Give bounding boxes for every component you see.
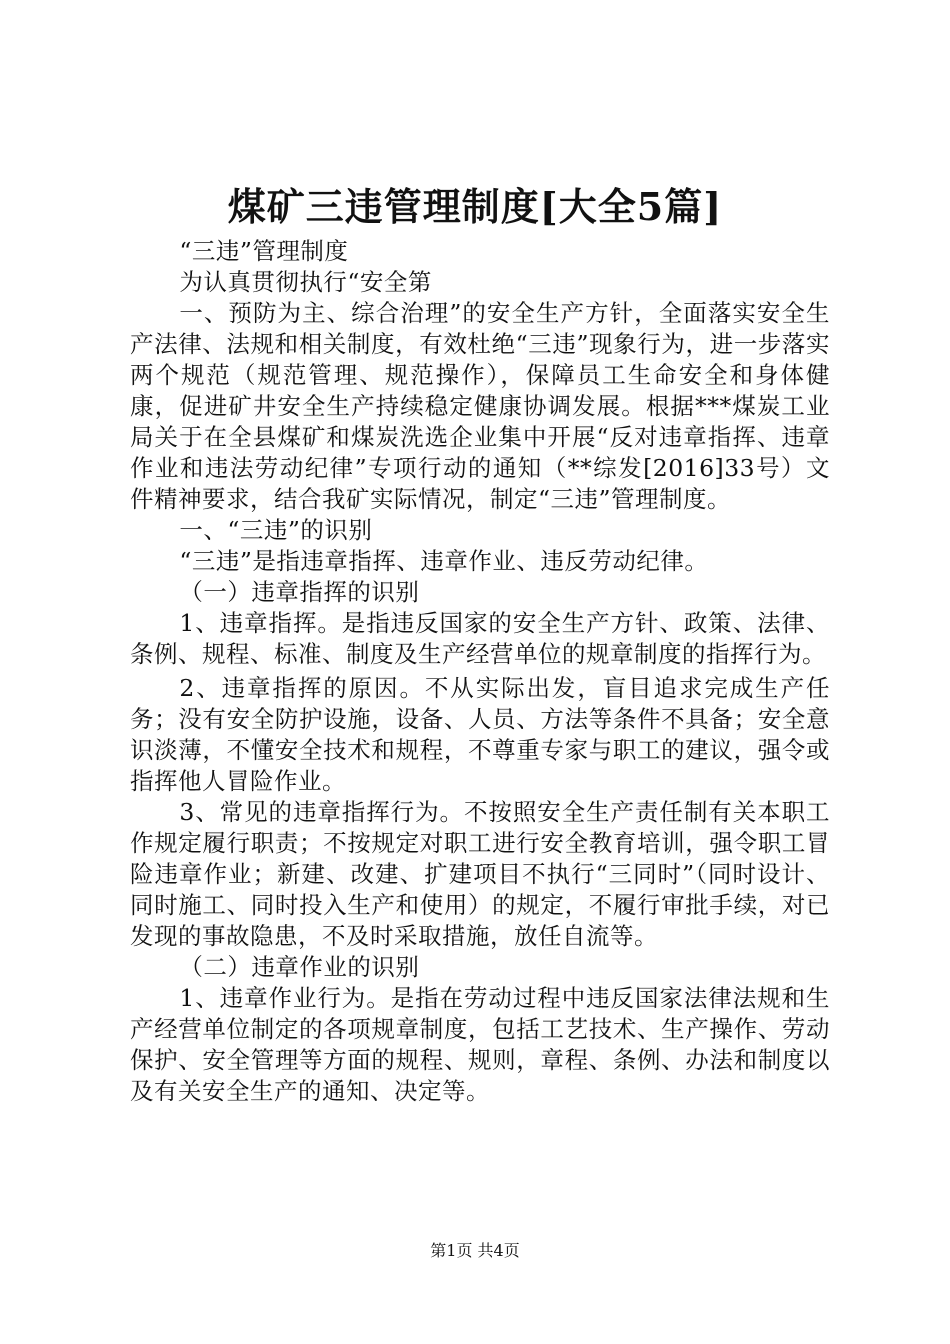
page-number: 第1页 共4页 bbox=[430, 1241, 520, 1260]
paragraph-operation-definition: 1、违章作业行为。是指在劳动过程中违反国家法律法规和生产经营单位制定的各项规章制度，包括工艺技术、生产操作、劳动保护、安全管理等方面的规程、规则，章程、条例、办法和制度以及有关安全生产的通知、决定等。 bbox=[130, 984, 830, 1105]
subsection-heading-command: （一）违章指挥的识别 bbox=[179, 578, 420, 606]
paragraph-command-causes: 2、违章指挥的原因。不从实际出发，盲目追求完成生产任务；没有安全防护设施，设备、人员、方法等条件不具备；安全意识淡薄，不懂安全技术和规程，不尊重专家与职工的建议，强令或指挥他人冒险作业。 bbox=[130, 674, 830, 795]
paragraph-command-definition: 1、违章指挥。是指违反国家的安全生产方针、政策、法律、条例、规程、标准、制度及生产经营单位的规章制度的指挥行为。 bbox=[130, 609, 830, 668]
subsection-heading-operation: （二）违章作业的识别 bbox=[179, 953, 420, 981]
paragraph-heading: “三违”管理制度 bbox=[179, 237, 349, 265]
paragraph-policy: 一、预防为主、综合治理”的安全生产方针，全面落实安全生产法律、法规和相关制度，有效杜绝“三违”现象行为，进一步落实两个规范（规范管理、规范操作），保障员工生命安全和身体健康，促进矿井安全生产持续稳定健康协调发展。根据***煤炭工业局关于在全县煤矿和煤炭洗选企业集中开展“反对违章指挥、违章作业和违法劳动纪律”专项行动的通知（**综发[2016]33号）文件精神要求，结合我矿实际情况，制定“三违”管理制度。 bbox=[130, 299, 830, 513]
document-body bbox=[130, 236, 830, 1107]
paragraph-definition: “三违”是指违章指挥、违章作业、违反劳动纪律。 bbox=[179, 547, 709, 575]
section-heading-identification: 一、“三违”的识别 bbox=[179, 516, 373, 544]
document-title: 煤矿三违管理制度[大全5篇] bbox=[227, 184, 723, 229]
paragraph-intro: 为认真贯彻执行“安全第 bbox=[179, 268, 432, 296]
page-footer bbox=[0, 1240, 950, 1262]
paragraph-command-behaviors: 3、常见的违章指挥行为。不按照安全生产责任制有关本职工作规定履行职责；不按规定对职工进行安全教育培训，强令职工冒险违章作业；新建、改建、扩建项目不执行“三同时”（同时设计、同时施工、同时投入生产和使用）的规定，不履行审批手续，对已发现的事故隐患，不及时采取措施，放任自流等。 bbox=[130, 798, 830, 950]
